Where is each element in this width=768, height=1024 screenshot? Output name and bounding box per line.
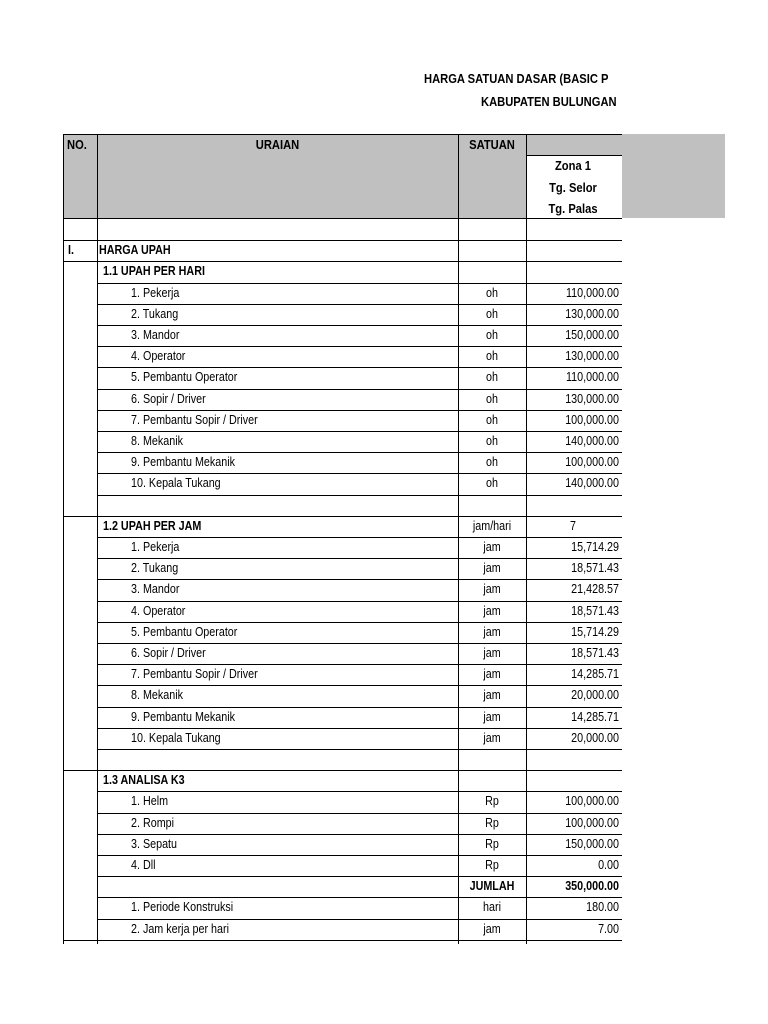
row-uraian: 3. Sepatu xyxy=(131,837,178,851)
row-uraian: 4. Operator xyxy=(131,604,186,618)
row-nilai: 140,000.00 xyxy=(565,476,619,490)
row-no xyxy=(68,261,92,282)
row-nilai xyxy=(540,219,619,240)
row-border xyxy=(63,940,622,941)
row-uraian: 5. Pembantu Operator xyxy=(131,625,238,639)
row-satuan xyxy=(464,240,521,261)
row-satuan: oh xyxy=(486,413,498,427)
row-satuan: jam xyxy=(483,604,501,618)
row-nilai: 130,000.00 xyxy=(565,307,619,321)
row-uraian: 3. Mandor xyxy=(131,582,180,596)
row-no xyxy=(68,283,92,304)
header-satuan: SATUAN xyxy=(469,137,515,152)
row-nilai: 7 xyxy=(570,519,576,533)
row-nilai: 130,000.00 xyxy=(565,392,619,406)
row-nilai: 0.00 xyxy=(598,858,619,872)
row-uraian xyxy=(131,219,432,240)
row-uraian: 1. Helm xyxy=(131,794,169,808)
row-satuan: Rp xyxy=(485,794,499,808)
row-no xyxy=(68,601,92,622)
header-zone-divider xyxy=(526,155,622,156)
row-satuan: JUMLAH xyxy=(469,879,515,893)
row-uraian xyxy=(131,749,432,770)
header-zona-place-2: Tg. Palas xyxy=(548,201,598,216)
header-top-border xyxy=(63,134,622,135)
row-no xyxy=(68,643,92,664)
row-satuan: jam xyxy=(483,540,501,554)
row-nilai: 180.00 xyxy=(586,900,619,914)
row-nilai: 100,000.00 xyxy=(565,455,619,469)
row-no xyxy=(68,219,92,240)
row-nilai xyxy=(540,495,619,516)
row-uraian: 7. Pembantu Sopir / Driver xyxy=(131,413,258,427)
row-nilai xyxy=(540,261,619,282)
row-nilai xyxy=(540,749,619,770)
row-uraian: 1. Pekerja xyxy=(131,540,180,554)
header-zona-place-1: Tg. Selor xyxy=(549,180,597,195)
row-satuan: jam xyxy=(483,688,501,702)
row-satuan xyxy=(464,261,521,282)
row-satuan: oh xyxy=(486,392,498,406)
row-satuan xyxy=(464,770,521,791)
row-nilai: 110,000.00 xyxy=(565,370,619,384)
row-satuan: oh xyxy=(486,370,498,384)
row-nilai: 18,571.43 xyxy=(571,646,619,660)
row-satuan: oh xyxy=(486,328,498,342)
row-satuan: jam xyxy=(483,710,501,724)
row-no xyxy=(68,346,92,367)
row-nilai: 110,000.00 xyxy=(565,286,619,300)
row-no xyxy=(68,834,92,855)
row-uraian: 6. Sopir / Driver xyxy=(131,392,206,406)
header-zona: Zona 1 xyxy=(554,158,592,173)
row-no xyxy=(68,897,92,918)
row-no xyxy=(68,622,92,643)
header-uraian: URAIAN xyxy=(255,137,300,152)
row-nilai: 7.00 xyxy=(598,922,619,936)
row-no xyxy=(68,431,92,452)
row-nilai: 20,000.00 xyxy=(571,688,619,702)
row-nilai: 150,000.00 xyxy=(565,328,619,342)
row-nilai xyxy=(540,240,619,261)
row-uraian: 1. Periode Konstruksi xyxy=(131,900,234,914)
row-uraian: 1.1 UPAH PER HARI xyxy=(103,264,205,278)
header-overflow-shade xyxy=(622,134,725,218)
row-no xyxy=(68,855,92,876)
row-uraian: 6. Sopir / Driver xyxy=(131,646,206,660)
row-satuan xyxy=(464,495,521,516)
row-satuan: Rp xyxy=(485,816,499,830)
row-satuan: jam xyxy=(483,922,501,936)
col-border-uraian xyxy=(458,134,459,944)
row-no xyxy=(68,791,92,812)
row-satuan: oh xyxy=(486,286,498,300)
row-uraian: 8. Mekanik xyxy=(131,434,183,448)
row-satuan: oh xyxy=(486,349,498,363)
row-satuan: oh xyxy=(486,307,498,321)
row-no xyxy=(68,749,92,770)
row-no xyxy=(68,410,92,431)
row-nilai: 14,285.71 xyxy=(571,667,619,681)
col-border-no xyxy=(97,134,98,944)
row-no xyxy=(68,389,92,410)
row-no xyxy=(68,537,92,558)
row-satuan: jam xyxy=(483,625,501,639)
row-uraian: 8. Mekanik xyxy=(131,688,183,702)
row-no xyxy=(68,876,92,897)
row-satuan: jam/hari xyxy=(472,519,512,533)
row-uraian: 2. Tukang xyxy=(131,307,179,321)
document-title-line1: HARGA SATUAN DASAR (BASIC P xyxy=(424,71,609,86)
row-satuan xyxy=(464,219,521,240)
row-uraian: 4. Dll xyxy=(131,858,156,872)
row-no xyxy=(68,728,92,749)
row-uraian xyxy=(131,495,432,516)
col-border-satuan xyxy=(526,134,527,944)
row-nilai: 18,571.43 xyxy=(571,561,619,575)
row-satuan: jam xyxy=(483,667,501,681)
row-nilai: 21,428.57 xyxy=(571,582,619,596)
row-no xyxy=(68,685,92,706)
row-no xyxy=(68,516,92,537)
row-nilai xyxy=(540,770,619,791)
row-nilai: 15,714.29 xyxy=(571,625,619,639)
row-no xyxy=(68,495,92,516)
row-satuan: hari xyxy=(483,900,501,914)
row-satuan: oh xyxy=(486,455,498,469)
row-uraian: 7. Pembantu Sopir / Driver xyxy=(131,667,258,681)
row-nilai: 130,000.00 xyxy=(565,349,619,363)
row-no xyxy=(68,304,92,325)
row-satuan: jam xyxy=(483,646,501,660)
row-uraian: 9. Pembantu Mekanik xyxy=(131,710,235,724)
row-nilai: 14,285.71 xyxy=(571,710,619,724)
row-nilai: 140,000.00 xyxy=(565,434,619,448)
row-no: I. xyxy=(68,243,74,257)
row-nilai: 100,000.00 xyxy=(565,794,619,808)
row-uraian: 2. Rompi xyxy=(131,816,175,830)
row-satuan: jam xyxy=(483,731,501,745)
row-uraian: HARGA UPAH xyxy=(99,243,171,257)
row-uraian: 10. Kepala Tukang xyxy=(131,476,221,490)
document-title-line2: KABUPATEN BULUNGAN xyxy=(481,94,617,109)
row-no xyxy=(68,707,92,728)
row-uraian xyxy=(131,876,432,897)
row-uraian: 1.3 ANALISA K3 xyxy=(103,773,185,787)
row-no xyxy=(68,919,92,940)
row-uraian: 2. Jam kerja per hari xyxy=(131,922,229,936)
row-uraian: 3. Mandor xyxy=(131,328,180,342)
header-no: NO. xyxy=(67,137,87,152)
row-nilai: 100,000.00 xyxy=(565,413,619,427)
row-satuan xyxy=(464,749,521,770)
row-no xyxy=(68,452,92,473)
row-nilai: 20,000.00 xyxy=(571,731,619,745)
row-uraian: 9. Pembantu Mekanik xyxy=(131,455,235,469)
row-nilai: 15,714.29 xyxy=(571,540,619,554)
row-uraian: 5. Pembantu Operator xyxy=(131,370,238,384)
row-no xyxy=(68,579,92,600)
row-uraian: 2. Tukang xyxy=(131,561,179,575)
header-shade-zone-top xyxy=(526,134,622,155)
col-border-left xyxy=(63,134,64,944)
row-no xyxy=(68,813,92,834)
row-no xyxy=(68,558,92,579)
row-nilai: 100,000.00 xyxy=(565,816,619,830)
row-satuan: jam xyxy=(483,561,501,575)
row-uraian: 4. Operator xyxy=(131,349,186,363)
row-no xyxy=(68,770,92,791)
row-satuan: oh xyxy=(486,434,498,448)
row-satuan: Rp xyxy=(485,837,499,851)
row-uraian: 1. Pekerja xyxy=(131,286,180,300)
row-nilai: 150,000.00 xyxy=(565,837,619,851)
row-no xyxy=(68,367,92,388)
row-nilai: 18,571.43 xyxy=(571,604,619,618)
row-no xyxy=(68,473,92,494)
row-satuan: Rp xyxy=(485,858,499,872)
row-nilai: 350,000.00 xyxy=(565,879,619,893)
row-satuan: jam xyxy=(483,582,501,596)
row-uraian: 10. Kepala Tukang xyxy=(131,731,221,745)
row-no xyxy=(68,664,92,685)
row-no xyxy=(68,325,92,346)
row-satuan: oh xyxy=(486,476,498,490)
row-uraian: 1.2 UPAH PER JAM xyxy=(103,519,202,533)
